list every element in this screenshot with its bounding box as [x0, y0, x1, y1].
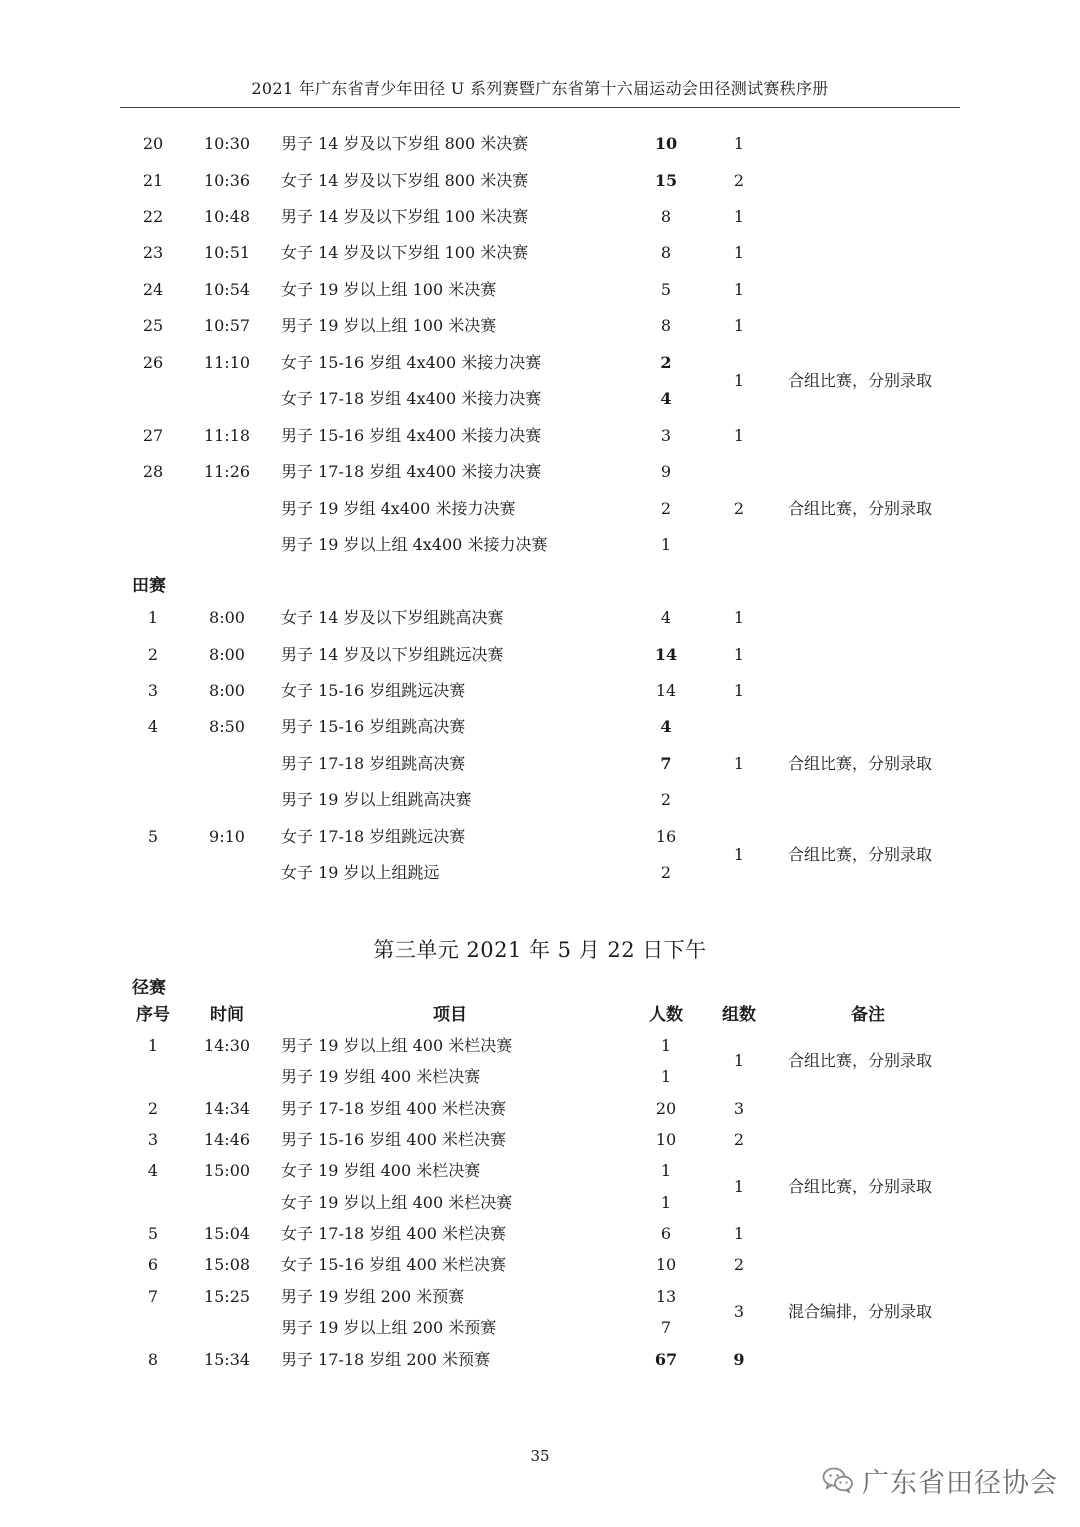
merged-note: 合组比赛，分别录取	[788, 845, 933, 864]
row-time: 8:00	[209, 681, 245, 700]
table-row	[0, 785, 1080, 815]
row-time: 15:25	[203, 1287, 251, 1306]
table-row	[0, 311, 1080, 341]
table-row	[0, 238, 1080, 268]
row-count: 2	[660, 499, 672, 518]
table-row	[0, 676, 1080, 706]
row-number: 3	[147, 681, 159, 700]
row-groups: 1	[733, 280, 745, 299]
row-count: 7	[660, 1318, 672, 1337]
row-time: 9:10	[209, 827, 245, 846]
wechat-icon	[822, 1466, 854, 1494]
row-event: 女子 17-18 岁组 400 米栏决赛	[281, 1224, 507, 1243]
row-number: 23	[142, 243, 164, 262]
row-event: 女子 17-18 岁组 4x400 米接力决赛	[281, 389, 542, 408]
row-groups: 1	[733, 681, 745, 700]
header-time: 时间	[210, 1005, 244, 1025]
row-event: 男子 19 岁以上组 100 米决赛	[281, 316, 497, 335]
merged-groups: 1	[733, 371, 745, 390]
row-count: 8	[660, 243, 672, 262]
row-count: 10	[654, 134, 678, 153]
merged-note: 合组比赛，分别录取	[788, 1177, 933, 1196]
table-row	[0, 1250, 1080, 1280]
row-event: 女子 15-16 岁组跳远决赛	[281, 681, 466, 700]
table-row	[0, 457, 1080, 487]
row-groups: 2	[733, 171, 745, 190]
row-count: 10	[655, 1255, 677, 1274]
row-number: 1	[147, 1036, 159, 1055]
row-event: 女子 15-16 岁组 400 米栏决赛	[281, 1255, 507, 1274]
row-time: 10:51	[203, 243, 251, 262]
table-row	[0, 640, 1080, 670]
header-groups: 组数	[722, 1005, 756, 1025]
row-groups: 3	[733, 1099, 745, 1118]
row-event: 女子 15-16 岁组 4x400 米接力决赛	[281, 353, 542, 372]
row-number: 25	[142, 316, 164, 335]
row-groups: 1	[733, 645, 745, 664]
row-number: 4	[147, 1161, 159, 1180]
row-number: 20	[142, 134, 164, 153]
row-count: 1	[660, 535, 672, 554]
table-row	[0, 1094, 1080, 1124]
row-event: 男子 19 岁组 400 米栏决赛	[281, 1067, 481, 1086]
row-groups: 2	[733, 1130, 745, 1149]
row-count: 20	[655, 1099, 677, 1118]
row-number: 24	[142, 280, 164, 299]
row-event: 女子 14 岁及以下岁组 100 米决赛	[281, 243, 529, 262]
row-event: 女子 17-18 岁组跳远决赛	[281, 827, 466, 846]
row-event: 男子 15-16 岁组跳高决赛	[281, 717, 466, 736]
watermark	[822, 1460, 1058, 1500]
row-event: 男子 19 岁以上组跳高决赛	[281, 790, 472, 809]
row-event: 男子 17-18 岁组 4x400 米接力决赛	[281, 462, 542, 481]
row-event: 男子 17-18 岁组跳高决赛	[281, 754, 466, 773]
row-time: 10:36	[203, 171, 251, 190]
row-number: 3	[147, 1130, 159, 1149]
row-time: 11:18	[203, 426, 251, 445]
row-count: 10	[655, 1130, 677, 1149]
row-time: 10:48	[203, 207, 251, 226]
table-row	[0, 202, 1080, 232]
row-event: 男子 14 岁及以下岁组跳远决赛	[281, 645, 504, 664]
row-time: 8:00	[209, 645, 245, 664]
row-number: 5	[147, 1224, 159, 1243]
row-number: 2	[147, 1099, 159, 1118]
table-row	[0, 1219, 1080, 1249]
header-event: 项目	[433, 1005, 467, 1025]
row-time: 11:26	[203, 462, 251, 481]
row-number: 22	[142, 207, 164, 226]
row-number: 7	[147, 1287, 159, 1306]
row-time: 10:54	[203, 280, 251, 299]
row-count: 2	[660, 353, 672, 372]
row-time: 10:57	[203, 316, 251, 335]
merged-groups: 1	[733, 845, 745, 864]
row-time: 15:34	[203, 1350, 251, 1369]
row-count: 67	[654, 1350, 678, 1369]
row-groups: 1	[733, 243, 745, 262]
row-groups: 1	[733, 608, 745, 627]
row-count: 16	[655, 827, 677, 846]
merged-note: 混合编排，分别录取	[788, 1302, 933, 1321]
unit-title: 第三单元 2021 年 5 月 22 日下午	[373, 938, 707, 962]
row-count: 14	[654, 645, 678, 664]
row-time: 15:00	[203, 1161, 251, 1180]
row-event: 男子 19 岁以上组 200 米预赛	[281, 1318, 497, 1337]
row-event: 女子 19 岁以上组跳远	[281, 863, 440, 882]
table-row	[0, 530, 1080, 560]
table-row	[0, 421, 1080, 451]
merged-groups: 1	[733, 1177, 745, 1196]
row-time: 11:10	[203, 353, 251, 372]
table-row	[0, 129, 1080, 159]
row-count: 14	[655, 681, 677, 700]
row-count: 3	[660, 426, 672, 445]
row-number: 6	[147, 1255, 159, 1274]
row-count: 6	[660, 1224, 672, 1243]
row-event: 男子 19 岁组 200 米预赛	[281, 1287, 465, 1306]
row-count: 2	[660, 790, 672, 809]
row-note: 合组比赛，分别录取	[788, 754, 933, 773]
table-row	[0, 1345, 1080, 1375]
row-count: 1	[660, 1067, 672, 1086]
row-event: 女子 19 岁组 400 米栏决赛	[281, 1161, 481, 1180]
row-number: 27	[142, 426, 164, 445]
row-count: 4	[660, 608, 672, 627]
page-header: 2021 年广东省青少年田径 U 系列赛暨广东省第十六届运动会田径测试赛秩序册	[251, 79, 829, 98]
row-count: 8	[660, 316, 672, 335]
row-time: 14:30	[203, 1036, 251, 1055]
row-count: 1	[660, 1036, 672, 1055]
row-time: 8:00	[209, 608, 245, 627]
merged-note: 合组比赛，分别录取	[788, 1051, 933, 1070]
merged-note: 合组比赛，分别录取	[788, 371, 933, 390]
header-count: 人数	[649, 1005, 683, 1025]
row-number: 5	[147, 827, 159, 846]
merged-note: 合组比赛，分别录取	[788, 499, 933, 518]
row-count: 15	[654, 171, 678, 190]
row-count: 8	[660, 207, 672, 226]
row-count: 7	[660, 754, 672, 773]
row-number: 8	[147, 1350, 159, 1369]
row-number: 21	[142, 171, 164, 190]
row-event: 男子 17-18 岁组 200 米预赛	[281, 1350, 491, 1369]
table-row	[0, 712, 1080, 742]
row-event: 男子 19 岁以上组 400 米栏决赛	[281, 1036, 513, 1055]
row-event: 男子 14 岁及以下岁组 100 米决赛	[281, 207, 529, 226]
row-count: 1	[660, 1193, 672, 1212]
row-event: 男子 19 岁以上组 4x400 米接力决赛	[281, 535, 548, 554]
row-number: 1	[147, 608, 159, 627]
row-groups: 9	[733, 1350, 745, 1369]
row-time: 15:04	[203, 1224, 251, 1243]
page-number: 35	[530, 1447, 550, 1465]
row-groups: 1	[733, 207, 745, 226]
row-time: 14:34	[203, 1099, 251, 1118]
row-event: 男子 15-16 岁组 400 米栏决赛	[281, 1130, 507, 1149]
row-count: 9	[660, 462, 672, 481]
row-groups: 1	[733, 426, 745, 445]
row-time: 10:30	[203, 134, 251, 153]
table-row	[0, 275, 1080, 305]
merged-groups: 1	[733, 1051, 745, 1070]
row-count: 13	[655, 1287, 677, 1306]
row-event: 男子 14 岁及以下岁组 800 米决赛	[281, 134, 529, 153]
row-groups: 2	[733, 1255, 745, 1274]
row-event: 男子 17-18 岁组 400 米栏决赛	[281, 1099, 507, 1118]
row-count: 1	[660, 1161, 672, 1180]
row-number: 28	[142, 462, 164, 481]
table-row	[0, 603, 1080, 633]
merged-groups: 3	[733, 1302, 745, 1321]
row-event: 女子 14 岁及以下岁组跳高决赛	[281, 608, 504, 627]
row-number: 2	[147, 645, 159, 664]
row-event: 男子 19 岁组 4x400 米接力决赛	[281, 499, 516, 518]
table-row	[0, 1125, 1080, 1155]
row-event: 女子 14 岁及以下岁组 800 米决赛	[281, 171, 529, 190]
row-number: 26	[142, 353, 164, 372]
watermark-text: 广东省田径协会	[862, 1467, 1058, 1499]
header-no: 序号	[136, 1005, 170, 1025]
table-row	[0, 166, 1080, 196]
row-event: 男子 15-16 岁组 4x400 米接力决赛	[281, 426, 542, 445]
section-title-field: 田赛	[132, 576, 166, 596]
table-row	[0, 749, 1080, 779]
row-time: 15:08	[203, 1255, 251, 1274]
row-groups: 1	[733, 316, 745, 335]
row-number: 4	[147, 717, 159, 736]
row-count: 5	[660, 280, 672, 299]
header-divider	[120, 107, 960, 108]
section-title-track: 径赛	[132, 978, 166, 998]
row-event: 女子 19 岁以上组 100 米决赛	[281, 280, 497, 299]
row-count: 4	[660, 717, 672, 736]
row-groups: 1	[733, 134, 745, 153]
row-time: 8:50	[209, 717, 245, 736]
table-header	[0, 1001, 1080, 1029]
row-time: 14:46	[203, 1130, 251, 1149]
header-note: 备注	[851, 1005, 885, 1025]
row-count: 4	[660, 389, 672, 408]
row-groups: 1	[733, 754, 745, 773]
merged-groups: 2	[733, 499, 745, 518]
row-event: 女子 19 岁以上组 400 米栏决赛	[281, 1193, 513, 1212]
row-count: 2	[660, 863, 672, 882]
row-groups: 1	[733, 1224, 745, 1243]
